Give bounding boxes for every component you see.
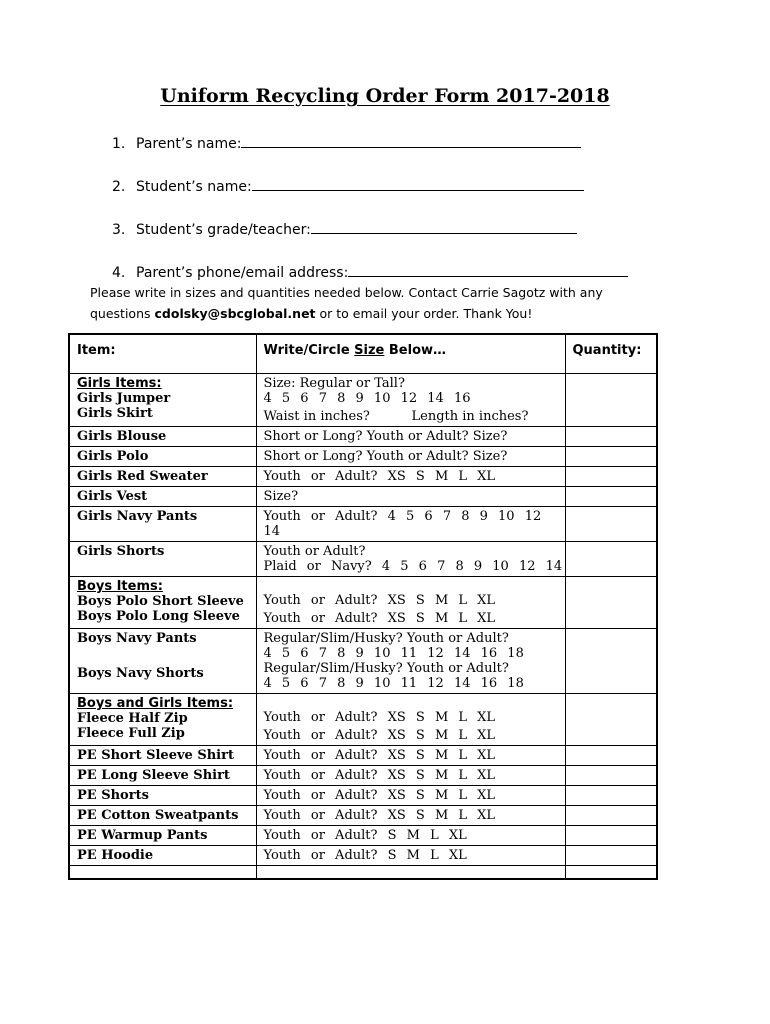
- quantity-cell[interactable]: [565, 786, 657, 806]
- field-number: 2.: [112, 179, 126, 195]
- student-name-field: [112, 176, 584, 195]
- size-text: Youth or Adult? XS S M L XL: [263, 728, 496, 743]
- field-label: Parent’s name:: [136, 136, 242, 152]
- quantity-cell[interactable]: [565, 846, 657, 866]
- instructions-line-1: Please write in sizes and quantities needed below. Contact Carrie Sagotz with any: [90, 285, 603, 300]
- table-row: [69, 846, 657, 866]
- item-label: Boys Navy Pants: [77, 631, 197, 646]
- spacer: [264, 579, 558, 593]
- size-cell[interactable]: Youth or Adult? 4 5 6 7 8 9 10 12 14: [256, 507, 565, 542]
- item-cell: Girls Polo: [69, 447, 256, 467]
- form-title: Uniform Recycling Order Form 2017-2018: [160, 85, 610, 107]
- table-row: [69, 826, 657, 846]
- table-row: [69, 766, 657, 786]
- size-text: Youth or Adult? XS S M L XL: [263, 593, 496, 608]
- size-cell[interactable]: Size?: [256, 487, 565, 507]
- table-row: [69, 487, 657, 507]
- size-cell[interactable]: [256, 542, 565, 577]
- parent-contact-field: [112, 262, 628, 281]
- size-header-text: Write/Circle: [263, 343, 355, 358]
- student-grade-blank[interactable]: [311, 219, 577, 234]
- item-column-header: Item:: [69, 334, 256, 374]
- item-cell: Girls Red Sweater: [69, 467, 256, 487]
- field-number: 1.: [112, 136, 126, 152]
- size-header-text: Below…: [384, 343, 447, 358]
- quantity-cell[interactable]: [565, 427, 657, 447]
- item-cell: [69, 577, 256, 629]
- size-cell[interactable]: Youth or Adult? XS S M L XL: [256, 746, 565, 766]
- quantity-column-header: Quantity:: [565, 334, 657, 374]
- item-label: Boys Navy Shorts: [77, 666, 204, 681]
- item-label: Boys Polo Long Sleeve: [77, 609, 240, 624]
- table-row: [69, 427, 657, 447]
- boys-items-heading: Boys Items:: [77, 579, 163, 594]
- table-row: [69, 629, 657, 694]
- size-text: 4 5 6 7 8 9 10 11 12 14 16 18: [263, 676, 524, 691]
- item-cell-empty[interactable]: [69, 866, 256, 880]
- size-cell[interactable]: [256, 629, 565, 694]
- table-row: [69, 374, 657, 427]
- item-label: Fleece Half Zip: [77, 711, 188, 726]
- size-cell[interactable]: Youth or Adult? XS S M L XL: [256, 467, 565, 487]
- item-label: Girls Jumper: [77, 391, 171, 406]
- size-cell[interactable]: [256, 374, 565, 427]
- contact-email-link[interactable]: cdolsky@sbcglobal.net: [154, 306, 316, 321]
- order-table: [68, 333, 658, 880]
- size-text: [264, 409, 558, 424]
- table-row: [69, 806, 657, 826]
- item-cell: PE Cotton Sweatpants: [69, 806, 256, 826]
- table-row-empty: [69, 866, 657, 880]
- item-cell: PE Shorts: [69, 786, 256, 806]
- boys-and-girls-items-heading: Boys and Girls Items:: [77, 696, 234, 711]
- field-label: Student’s name:: [136, 179, 252, 195]
- item-cell: Girls Shorts: [69, 542, 256, 577]
- size-cell[interactable]: Youth or Adult? S M L XL: [256, 826, 565, 846]
- field-number: 3.: [112, 222, 126, 238]
- table-row: [69, 542, 657, 577]
- size-cell[interactable]: Youth or Adult? XS S M L XL: [256, 806, 565, 826]
- spacer: [264, 696, 558, 710]
- table-row: [69, 786, 657, 806]
- quantity-cell[interactable]: [565, 447, 657, 467]
- quantity-cell[interactable]: [565, 629, 657, 694]
- instructions-line-2: [90, 303, 650, 324]
- table-row: [69, 507, 657, 542]
- table-row: [69, 577, 657, 629]
- student-grade-field: [112, 219, 577, 238]
- size-cell[interactable]: Youth or Adult? XS S M L XL: [256, 766, 565, 786]
- size-text: 4 5 6 7 8 9 10 12 14 16: [263, 391, 471, 406]
- size-text: Size: Regular or Tall?: [263, 376, 405, 391]
- size-cell-empty[interactable]: [256, 866, 565, 880]
- item-label: Girls Skirt: [77, 406, 153, 421]
- item-cell: [69, 629, 256, 694]
- item-label: Boys Polo Short Sleeve: [77, 594, 244, 609]
- field-number: 4.: [112, 265, 126, 281]
- length-text: Length in inches?: [411, 409, 529, 424]
- instructions-note: [90, 282, 650, 324]
- table-row: [69, 746, 657, 766]
- table-header-row: [69, 334, 657, 374]
- size-cell[interactable]: Youth or Adult? XS S M L XL: [256, 786, 565, 806]
- table-row: [69, 694, 657, 746]
- quantity-cell[interactable]: [565, 487, 657, 507]
- quantity-cell[interactable]: [565, 374, 657, 427]
- size-cell[interactable]: [256, 694, 565, 746]
- table-row: [69, 447, 657, 467]
- size-header-underlined: Size: [354, 343, 385, 358]
- item-cell: Girls Blouse: [69, 427, 256, 447]
- item-cell: [69, 374, 256, 427]
- parent-name-blank[interactable]: [241, 133, 581, 148]
- size-text: Youth or Adult? XS S M L XL: [263, 710, 496, 725]
- table-row: [69, 467, 657, 487]
- parent-name-field: [112, 133, 581, 152]
- quantity-cell[interactable]: [565, 467, 657, 487]
- instructions-text: or to email your order. Thank You!: [315, 306, 533, 321]
- item-cell: PE Long Sleeve Shirt: [69, 766, 256, 786]
- size-text: Youth or Adult?: [263, 544, 366, 559]
- girls-items-heading: Girls Items:: [77, 376, 162, 391]
- quantity-cell[interactable]: [565, 766, 657, 786]
- waist-text: Waist in inches?: [263, 409, 370, 424]
- item-label: Fleece Full Zip: [77, 726, 185, 741]
- field-label: Parent’s phone/email address:: [136, 265, 349, 281]
- student-name-blank[interactable]: [252, 176, 584, 191]
- quantity-cell[interactable]: [565, 577, 657, 629]
- item-cell: PE Warmup Pants: [69, 826, 256, 846]
- size-text: Plaid or Navy? 4 5 6 7 8 9 10 12 14: [263, 559, 563, 574]
- item-cell: PE Short Sleeve Shirt: [69, 746, 256, 766]
- size-column-header: [256, 334, 565, 374]
- quantity-cell[interactable]: [565, 826, 657, 846]
- size-text: Youth or Adult? XS S M L XL: [263, 611, 496, 626]
- size-cell[interactable]: Short or Long? Youth or Adult? Size?: [256, 447, 565, 467]
- parent-contact-blank[interactable]: [348, 262, 628, 277]
- quantity-cell-empty[interactable]: [565, 866, 657, 880]
- spacer: [77, 646, 249, 666]
- size-cell[interactable]: Youth or Adult? S M L XL: [256, 846, 565, 866]
- quantity-cell[interactable]: [565, 507, 657, 542]
- item-cell: [69, 694, 256, 746]
- instructions-text: questions: [90, 306, 155, 321]
- field-label: Student’s grade/teacher:: [136, 222, 311, 238]
- quantity-cell[interactable]: [565, 694, 657, 746]
- quantity-cell[interactable]: [565, 806, 657, 826]
- item-cell: Girls Navy Pants: [69, 507, 256, 542]
- quantity-cell[interactable]: [565, 746, 657, 766]
- size-text: 4 5 6 7 8 9 10 11 12 14 16 18: [263, 646, 524, 661]
- size-cell[interactable]: Short or Long? Youth or Adult? Size?: [256, 427, 565, 447]
- size-cell[interactable]: [256, 577, 565, 629]
- item-cell: PE Hoodie: [69, 846, 256, 866]
- item-cell: Girls Vest: [69, 487, 256, 507]
- size-text: Regular/Slim/Husky? Youth or Adult?: [263, 631, 509, 646]
- quantity-cell[interactable]: [565, 542, 657, 577]
- size-text: Regular/Slim/Husky? Youth or Adult?: [263, 661, 509, 676]
